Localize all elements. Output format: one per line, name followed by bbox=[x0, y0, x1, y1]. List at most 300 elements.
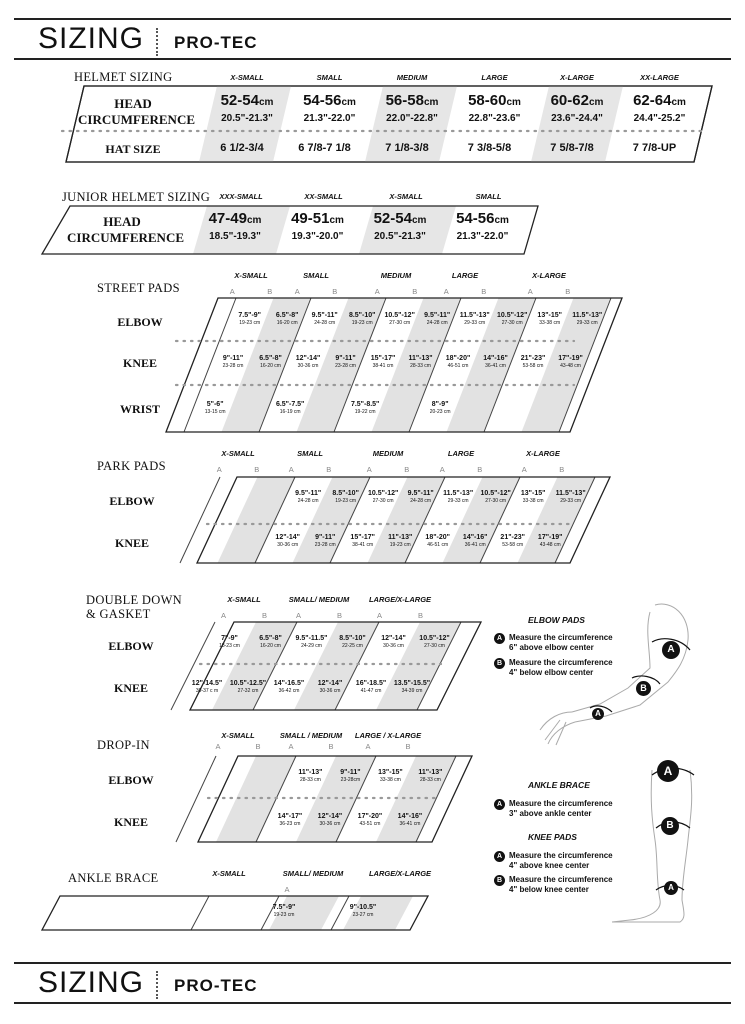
size-cell bbox=[418, 768, 442, 784]
cell-cm: 33-38 cm bbox=[522, 498, 544, 504]
cell-inches: 11.5"-13" bbox=[555, 490, 586, 497]
hat-size-value: 7 7/8-UP bbox=[632, 142, 677, 154]
street-size-header: X-LARGE bbox=[532, 271, 566, 280]
cell-cm: 36-41 cm bbox=[485, 363, 506, 369]
cell-cm: 53-58 cm bbox=[522, 363, 544, 369]
helmet-head-cell bbox=[551, 92, 604, 125]
ankle-a-marker-icon: A bbox=[664, 881, 678, 895]
cell-inches: 13.5"-15.5" bbox=[393, 680, 431, 687]
street-b-header: B bbox=[481, 287, 487, 296]
size-cell bbox=[259, 634, 282, 650]
cell-cm: 33-38 cm bbox=[539, 320, 561, 326]
helmet-head-circ-text: HEAD CIRCUMFERENCE bbox=[78, 96, 195, 127]
cm-range: 60-62 bbox=[550, 92, 589, 109]
badge-a-icon: A bbox=[494, 799, 505, 810]
head-cm-value bbox=[386, 92, 439, 112]
street-a-header: A bbox=[294, 287, 300, 296]
size-cell bbox=[358, 812, 383, 828]
park-size-header: SMALL bbox=[297, 449, 323, 458]
cell-cm: 16-20 cm bbox=[260, 363, 281, 369]
dropin-row-label: KNEE bbox=[113, 815, 149, 829]
size-cell bbox=[230, 679, 266, 695]
cell-inches: 16"-18.5" bbox=[355, 680, 387, 687]
brand-logo: PRO-TEC bbox=[174, 33, 258, 52]
doubledown-a-header: A bbox=[376, 611, 383, 620]
cm-unit: cm bbox=[411, 215, 427, 226]
cell-inches: 9.5"-11" bbox=[311, 312, 338, 319]
cell-cm: 41-47 cm bbox=[360, 688, 382, 694]
cm-range: 52-54 bbox=[373, 210, 412, 227]
cm-unit: cm bbox=[258, 97, 274, 108]
size-cell bbox=[312, 311, 338, 327]
helmet-head-cell bbox=[221, 92, 274, 125]
cell-cm: 30-36 cm bbox=[277, 542, 299, 548]
cell-inches: 14"-16" bbox=[397, 813, 423, 820]
cm-unit: cm bbox=[588, 97, 604, 108]
doubledown-row-label: ELBOW bbox=[108, 639, 154, 653]
cell-inches: 18"-20" bbox=[425, 534, 450, 541]
cm-unit: cm bbox=[423, 97, 439, 108]
elbow-guide-b bbox=[494, 658, 613, 678]
cm-unit: cm bbox=[494, 215, 509, 226]
dropin-a-header: A bbox=[288, 742, 294, 751]
helmet-size-header: X-LARGE bbox=[560, 73, 594, 82]
size-cell bbox=[349, 311, 376, 327]
ankle-a-header: A bbox=[284, 885, 290, 894]
park-a-header: A bbox=[366, 465, 372, 474]
cell-inches: 18"-20" bbox=[445, 355, 471, 362]
cm-range: 49-51 bbox=[291, 210, 330, 227]
helmet-head-cell bbox=[386, 92, 439, 125]
cell-inches: 15"-17" bbox=[370, 355, 396, 362]
dropin-b-header: B bbox=[405, 742, 411, 751]
street-b-header: B bbox=[412, 287, 418, 296]
knee-guide-title: KNEE PADS bbox=[528, 832, 577, 842]
dropin-row-label: ELBOW bbox=[108, 773, 154, 787]
cell-cm: 34-39 cm bbox=[401, 688, 423, 694]
cell-inches: 8.5"-10" bbox=[339, 635, 366, 642]
cell-cm: 16-19 cm bbox=[279, 409, 301, 415]
ankle-guide-a bbox=[494, 799, 613, 819]
cell-inches: 13"-15" bbox=[537, 312, 562, 319]
cell-cm: 20-23 cm bbox=[429, 409, 451, 415]
cell-cm: 13-15 cm bbox=[204, 409, 226, 415]
badge-b-icon: B bbox=[494, 658, 505, 669]
junior-inch-value: 21.3"-22.0" bbox=[456, 231, 509, 242]
elbow-b-marker-icon: B bbox=[636, 681, 651, 696]
cell-cm: 28-33 cm bbox=[419, 777, 441, 783]
size-cell bbox=[350, 533, 375, 549]
junior-size-header: XX-SMALL bbox=[304, 192, 343, 201]
cell-cm: 27-30 cm bbox=[372, 498, 394, 504]
helmet-title: HELMET SIZING bbox=[74, 70, 173, 84]
size-cell bbox=[424, 311, 450, 327]
street-b-header: B bbox=[267, 287, 273, 296]
size-cell bbox=[408, 489, 434, 505]
cell-cm: 29-33 cm bbox=[560, 498, 582, 504]
helmet-size-header: LARGE bbox=[481, 73, 508, 82]
helmet-head-cell bbox=[468, 92, 521, 125]
street-a-header: A bbox=[527, 287, 533, 296]
ankle-group-divider bbox=[191, 896, 209, 930]
size-cell bbox=[385, 311, 415, 327]
doubledown-size-header: SMALL/ MEDIUM bbox=[288, 595, 350, 604]
doubledown-a-header: A bbox=[220, 611, 227, 620]
cell-inches: 9"-11" bbox=[315, 534, 336, 541]
park-a-header: A bbox=[288, 465, 294, 474]
head-cm-value bbox=[303, 92, 356, 112]
size-cell bbox=[483, 354, 508, 370]
size-cell bbox=[443, 489, 473, 505]
park-group-divider bbox=[180, 477, 220, 563]
junior-cm-value bbox=[291, 210, 344, 230]
park-b-header: B bbox=[254, 465, 260, 474]
park-size-header: X-LARGE bbox=[526, 449, 560, 458]
size-cell bbox=[340, 768, 360, 784]
cell-cm: 23-28 cm bbox=[314, 542, 336, 548]
cm-range: 47-49 bbox=[208, 210, 247, 227]
cell-cm: 46-51 cm bbox=[427, 542, 449, 548]
park-b-col-shade bbox=[218, 477, 296, 563]
cell-cm: 16-20 cm bbox=[276, 320, 298, 326]
cell-cm: 30-36 cm bbox=[383, 643, 404, 649]
park-b-header: B bbox=[559, 465, 565, 474]
cm-range: 54-56 bbox=[303, 92, 342, 109]
size-cell bbox=[219, 634, 240, 650]
junior-head-circ-label bbox=[67, 214, 184, 246]
cell-cm: 43-48 cm bbox=[560, 363, 581, 369]
cm-range: 52-54 bbox=[220, 92, 259, 109]
size-cell bbox=[351, 400, 379, 416]
cell-cm: 43-48 cm bbox=[539, 542, 561, 548]
cell-inches: 12"-14.5" bbox=[191, 680, 223, 687]
size-cell bbox=[276, 311, 299, 327]
park-a-header: A bbox=[216, 465, 222, 474]
size-cell bbox=[296, 634, 328, 650]
dropin-size-header: SMALL / MEDIUM bbox=[279, 731, 343, 740]
hat-size-value: 6 7/8-7 1/8 bbox=[298, 142, 351, 154]
cell-cm: 38-41 cm bbox=[352, 542, 374, 548]
head-inch-value: 22.0"-22.8" bbox=[386, 113, 438, 124]
dropin-group-divider bbox=[176, 756, 216, 842]
cell-inches: 9"-11" bbox=[222, 355, 244, 362]
size-cell bbox=[318, 812, 343, 828]
cell-inches: 11.5"-13" bbox=[459, 312, 490, 319]
cell-inches: 13"-15" bbox=[378, 769, 403, 776]
size-cell bbox=[381, 634, 406, 650]
size-cell bbox=[259, 354, 282, 370]
ankle-a-line1: Measure the circumference bbox=[509, 799, 613, 808]
head-cm-value bbox=[468, 92, 521, 112]
cell-inches: 14"-16" bbox=[483, 355, 508, 362]
cell-cm: 27-30 cm bbox=[389, 320, 411, 326]
junior-title: JUNIOR HELMET SIZING bbox=[62, 190, 211, 204]
knee-b-line1: Measure the circumference bbox=[509, 875, 613, 884]
cell-inches: 7.5"-8.5" bbox=[350, 401, 380, 408]
street-row-label: ELBOW bbox=[117, 315, 163, 329]
cell-cm: 46-51 cm bbox=[447, 363, 469, 369]
cell-cm: 19-23 cm bbox=[335, 498, 357, 504]
size-cell bbox=[398, 812, 423, 828]
street-size-header: MEDIUM bbox=[380, 271, 412, 280]
ankle-size-header: X-SMALL bbox=[212, 869, 246, 878]
size-cell bbox=[350, 903, 377, 919]
cell-inches: 12"-14" bbox=[295, 355, 321, 362]
junior-cm-value bbox=[456, 210, 509, 230]
cell-inches: 11"-13" bbox=[298, 769, 323, 776]
junior-size-header: X-SMALL bbox=[389, 192, 423, 201]
cell-inches: 7.5"-9" bbox=[238, 312, 261, 319]
cell-inches: 11"-13" bbox=[408, 355, 433, 362]
size-cell bbox=[521, 489, 546, 505]
park-b-header: B bbox=[477, 465, 483, 474]
cell-cm: 23-27 cm bbox=[352, 912, 374, 918]
cell-inches: 7"-9" bbox=[221, 635, 238, 642]
cell-inches: 21"-23" bbox=[520, 355, 546, 362]
cell-inches: 17"-19" bbox=[558, 355, 583, 362]
cell-inches: 11"-13" bbox=[418, 769, 443, 776]
cell-cm: 27-30 cm bbox=[424, 643, 445, 649]
knee-b-line2: 4" below knee center bbox=[509, 885, 589, 894]
cm-range: 58-60 bbox=[468, 92, 507, 109]
elbow-a-marker-icon: A bbox=[662, 641, 680, 659]
cm-range: 56-58 bbox=[385, 92, 424, 109]
cell-inches: 11.5"-13" bbox=[572, 312, 603, 319]
cell-cm: 19-23 cm bbox=[389, 542, 411, 548]
size-cell bbox=[408, 354, 432, 370]
cell-cm: 53-58 cm bbox=[502, 542, 524, 548]
size-cell bbox=[538, 533, 563, 549]
cell-cm: 19-23 cm bbox=[351, 320, 373, 326]
hat-size-value: 7 5/8-7/8 bbox=[550, 142, 594, 154]
cell-cm: 36-42 cm bbox=[278, 688, 300, 694]
size-cell bbox=[192, 679, 222, 695]
cell-inches: 14"-16" bbox=[462, 534, 488, 541]
size-cell bbox=[223, 354, 244, 370]
helmet-size-header: SMALL bbox=[316, 73, 343, 82]
size-cell bbox=[497, 311, 527, 327]
helmet-head-cell bbox=[633, 92, 686, 125]
cell-inches: 10.5"-12" bbox=[419, 635, 450, 642]
cm-range: 54-56 bbox=[456, 210, 495, 227]
cell-inches: 8.5"-10" bbox=[332, 490, 359, 497]
ankle-title: ANKLE BRACE bbox=[68, 871, 159, 885]
cm-unit: cm bbox=[341, 97, 356, 108]
park-b-header: B bbox=[326, 465, 332, 474]
doubledown-a-header: A bbox=[295, 611, 302, 620]
size-cell bbox=[278, 812, 303, 828]
cell-inches: 9.5"-11.5" bbox=[295, 635, 328, 642]
cell-cm: 38-41 cm bbox=[372, 363, 394, 369]
park-row-label: ELBOW bbox=[109, 494, 155, 508]
cell-inches: 12"-14" bbox=[317, 680, 343, 687]
size-cell bbox=[388, 533, 412, 549]
dropin-a-header: A bbox=[365, 742, 371, 751]
junior-head-cell bbox=[374, 210, 427, 243]
head-cm-value bbox=[633, 92, 686, 112]
size-cell bbox=[558, 354, 583, 370]
knee-a-line1: Measure the circumference bbox=[509, 851, 613, 860]
size-cell bbox=[500, 533, 525, 549]
cell-inches: 14"-17" bbox=[277, 813, 303, 820]
dropin-b-header: B bbox=[255, 742, 261, 751]
cell-cm: 29-33 cm bbox=[464, 320, 486, 326]
badge-a-icon: A bbox=[494, 633, 505, 644]
size-cell bbox=[556, 489, 586, 505]
street-row-label: KNEE bbox=[122, 356, 158, 370]
knee-guide-b bbox=[494, 875, 613, 895]
badge-b-icon: B bbox=[494, 875, 505, 886]
cell-inches: 10.5"-12" bbox=[384, 312, 415, 319]
size-cell bbox=[463, 533, 488, 549]
cell-cm: 22-25 cm bbox=[342, 643, 363, 649]
cell-cm: 27-30 cm bbox=[485, 498, 507, 504]
street-size-header: LARGE bbox=[451, 271, 479, 280]
doubledown-b-header: B bbox=[336, 611, 343, 620]
helmet-head-cell bbox=[303, 92, 356, 125]
size-cell bbox=[371, 354, 396, 370]
size-cell bbox=[295, 489, 321, 505]
cell-inches: 6.5"-8" bbox=[259, 355, 282, 362]
dropin-b-header: B bbox=[328, 742, 334, 751]
size-cell bbox=[446, 354, 471, 370]
junior-size-header: SMALL bbox=[475, 192, 502, 201]
cell-inches: 14"-16.5" bbox=[273, 680, 305, 687]
head-inch-value: 23.6"-24.4" bbox=[551, 113, 603, 124]
park-title: PARK PADS bbox=[97, 459, 166, 473]
cell-inches: 10.5"-12.5" bbox=[229, 680, 267, 687]
size-cell bbox=[296, 354, 321, 370]
doubledown-group-divider bbox=[171, 622, 215, 710]
junior-inch-value: 20.5"-21.3" bbox=[374, 231, 426, 242]
street-a-header: A bbox=[229, 287, 235, 296]
cell-cm: 24-29 cm bbox=[301, 643, 322, 649]
junior-size-header: XXX-SMALL bbox=[219, 192, 263, 201]
hat-size-value: 7 1/8-3/8 bbox=[385, 142, 429, 154]
cm-range: 62-64 bbox=[633, 92, 672, 109]
doubledown-row-label: KNEE bbox=[113, 681, 149, 695]
head-cm-value bbox=[551, 92, 604, 112]
size-cell bbox=[275, 533, 300, 549]
size-cell bbox=[480, 489, 510, 505]
cell-inches: 10.5"-12" bbox=[497, 312, 528, 319]
size-cell bbox=[419, 634, 449, 650]
elbow-b-line1: Measure the circumference bbox=[509, 658, 613, 667]
street-size-header: X-SMALL bbox=[234, 271, 268, 280]
cell-inches: 6.5"-8" bbox=[275, 312, 299, 319]
cell-inches: 7.5"-9" bbox=[272, 904, 296, 911]
size-cell bbox=[315, 533, 336, 549]
junior-head-cell bbox=[456, 210, 509, 243]
park-b-header: B bbox=[404, 465, 410, 474]
sizing-heading: SIZING bbox=[38, 22, 145, 55]
street-size-header: SMALL bbox=[303, 271, 329, 280]
cell-inches: 8.5"-10" bbox=[348, 312, 376, 319]
cell-cm: 36-23 cm bbox=[279, 821, 301, 827]
cell-inches: 10.5"-12" bbox=[480, 490, 511, 497]
cell-cm: 24-28 cm bbox=[297, 498, 319, 504]
street-title: STREET PADS bbox=[97, 281, 180, 295]
junior-cm-value bbox=[374, 210, 427, 230]
size-cell bbox=[394, 679, 430, 695]
cell-inches: 6.5"-8" bbox=[259, 635, 282, 642]
cell-inches: 9"-11" bbox=[335, 355, 356, 362]
cell-inches: 21"-23" bbox=[500, 534, 525, 541]
cell-cm: 36-41 cm bbox=[464, 542, 486, 548]
head-inch-value: 20.5"-21.3" bbox=[221, 113, 273, 124]
size-cell bbox=[460, 311, 490, 327]
cell-cm: 19-23 cm bbox=[239, 320, 261, 326]
size-cell bbox=[521, 354, 546, 370]
street-a-header: A bbox=[374, 287, 380, 296]
hat-size-value: 7 3/8-5/8 bbox=[467, 142, 512, 154]
hat-size-value: 6 1/2-3/4 bbox=[220, 142, 264, 154]
size-cell bbox=[318, 679, 343, 695]
cell-inches: 11.5"-13" bbox=[443, 490, 474, 497]
cell-cm: 28-33 cm bbox=[299, 777, 321, 783]
cm-unit: cm bbox=[671, 97, 686, 108]
size-cell bbox=[378, 768, 403, 784]
size-cell bbox=[273, 903, 296, 919]
park-row-label: KNEE bbox=[114, 536, 150, 550]
cell-inches: 12"-14" bbox=[317, 813, 343, 820]
dropin-title: DROP-IN bbox=[97, 738, 150, 752]
elbow-a-line1: Measure the circumference bbox=[509, 633, 613, 642]
street-b-header: B bbox=[565, 287, 571, 296]
size-cell bbox=[274, 679, 304, 695]
size-cell bbox=[205, 400, 226, 416]
knee-b-marker-icon: B bbox=[661, 817, 679, 835]
cm-unit: cm bbox=[506, 97, 521, 108]
ankle-a-line2: 3" above ankle center bbox=[509, 809, 592, 818]
helmet-head-circ-label bbox=[78, 96, 195, 128]
helmet-size-header: XX-LARGE bbox=[640, 73, 679, 82]
cell-cm: 30-36 cm bbox=[319, 688, 341, 694]
street-b-header: B bbox=[332, 287, 338, 296]
doubledown-title: DOUBLE DOWN bbox=[86, 593, 182, 607]
badge-a-icon: A bbox=[494, 851, 505, 862]
cm-unit: cm bbox=[329, 215, 344, 226]
size-cell bbox=[298, 768, 322, 784]
ankle-size-header: LARGE/X-LARGE bbox=[368, 869, 432, 878]
elbow-guide-title: ELBOW PADS bbox=[528, 615, 585, 625]
cell-cm: 16-20 cm bbox=[260, 643, 281, 649]
dropin-a-header: A bbox=[215, 742, 221, 751]
junior-inch-value: 18.5"-19.3" bbox=[209, 231, 261, 242]
head-inch-value: 21.3"-22.0" bbox=[303, 113, 356, 124]
cell-inches: 12"-14" bbox=[381, 635, 406, 642]
size-cell bbox=[368, 489, 398, 505]
cell-cm: 19-22 cm bbox=[354, 409, 376, 415]
ankle-guide-title: ANKLE BRACE bbox=[528, 780, 590, 790]
cell-inches: 9"-10.5" bbox=[349, 904, 377, 911]
size-cell bbox=[335, 354, 356, 370]
doubledown-b-header: B bbox=[417, 611, 424, 620]
knee-a-marker-icon: A bbox=[657, 760, 679, 782]
cell-cm: 29-33 cm bbox=[576, 320, 598, 326]
helmet-size-header: X-SMALL bbox=[230, 73, 264, 82]
cell-cm: 30-36 cm bbox=[297, 363, 319, 369]
elbow-guide-a bbox=[494, 633, 613, 653]
knee-a-line2: 4" above knee center bbox=[509, 861, 590, 870]
cell-cm: 29-33 cm bbox=[447, 498, 469, 504]
cell-cm: 24-28 cm bbox=[314, 320, 336, 326]
ankle-size-header: SMALL/ MEDIUM bbox=[282, 869, 344, 878]
cell-inches: 9.5"-11" bbox=[295, 490, 322, 497]
dropin-size-header: X-SMALL bbox=[221, 731, 255, 740]
size-cell bbox=[425, 533, 450, 549]
cell-cm: 23-28cm bbox=[340, 777, 361, 783]
